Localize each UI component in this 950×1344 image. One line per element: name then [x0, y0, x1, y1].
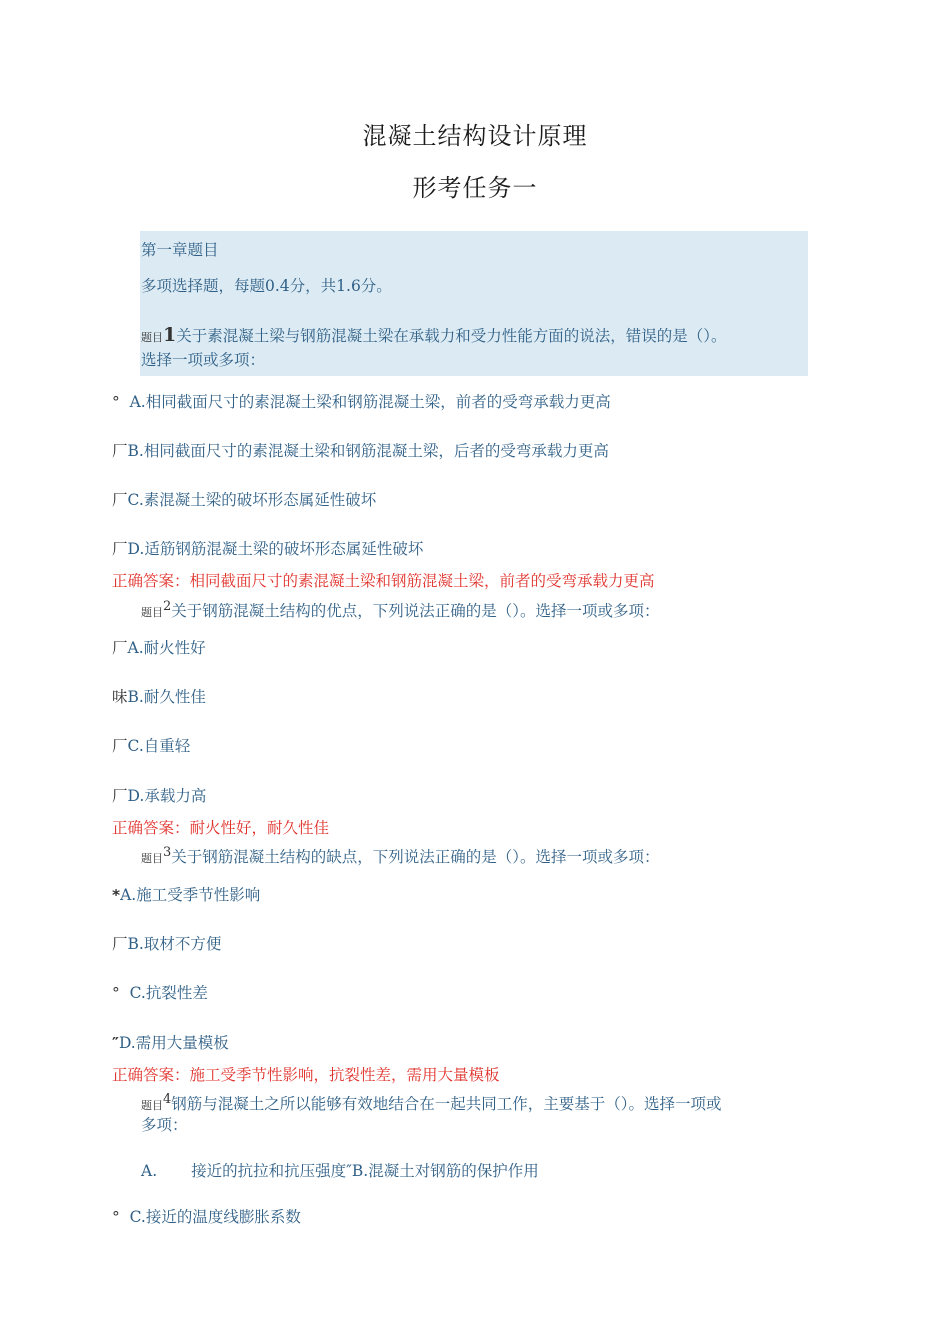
option-text: B.取材不方便: [127, 935, 222, 953]
question-1-header: [141, 324, 727, 349]
option-marker: 厂: [112, 639, 128, 657]
q3-option-c[interactable]: [112, 982, 208, 1004]
q2-option-d[interactable]: [112, 785, 206, 807]
option-text: C.抗裂性差: [129, 984, 208, 1002]
option-text: B.相同截面尺寸的素混凝土梁和钢筋混凝土梁，后者的受弯承载力更高: [127, 442, 609, 460]
q1-option-c[interactable]: [112, 489, 376, 511]
option-marker: 厂: [112, 935, 128, 953]
q3-option-d[interactable]: [112, 1032, 229, 1054]
question-number: 1: [163, 324, 177, 346]
option-text: B.耐久性佳: [127, 688, 206, 706]
option-text: A.施工受季节性影响: [120, 886, 261, 904]
question-tag: 题目: [141, 606, 163, 620]
q2-option-a[interactable]: [112, 637, 206, 659]
option-text: D.承载力高: [127, 787, 207, 805]
option-text: A.相同截面尺寸的素混凝土梁和钢筋混凝土梁，前者的受弯承载力更高: [129, 393, 611, 411]
question-tag: 题目: [141, 852, 163, 866]
q1-option-d[interactable]: [112, 538, 423, 560]
question-stem: 关于钢筋混凝土结构的优点，下列说法正确的是（）。选择一项或多项：: [171, 602, 660, 621]
option-text: 接近的抗拉和抗压强度″B.混凝土对钢筋的保护作用: [191, 1162, 539, 1180]
question-tag: 题目: [141, 1099, 163, 1113]
q4-option-c[interactable]: [112, 1206, 301, 1228]
document-subtitle: 形考任务一: [412, 174, 538, 202]
q1-correct-answer: 正确答案：相同截面尺寸的素混凝土梁和钢筋混凝土梁，前者的受弯承载力更高: [112, 572, 655, 590]
option-text: A.耐火性好: [127, 639, 206, 657]
q2-option-b[interactable]: [112, 686, 206, 708]
question-stem: 钢筋与混凝土之所以能够有效地结合在一起共同工作，主要基于（）。选择一项或: [171, 1095, 722, 1114]
question-number: 3: [163, 845, 172, 860]
option-marker: ″: [112, 1034, 119, 1052]
question-number: 2: [163, 599, 172, 614]
option-text: D.适筋钢筋混凝土梁的破坏形态属延性破坏: [127, 540, 424, 558]
q3-correct-answer: 正确答案：施工受季节性影响，抗裂性差，需用大量模板: [112, 1066, 500, 1084]
option-text: C.自重轻: [127, 737, 191, 755]
chapter-instruction: 多项选择题，每题0.4分，共1.6分。: [141, 277, 392, 295]
question-number: 4: [163, 1092, 172, 1107]
option-text: C.素混凝土梁的破坏形态属延性破坏: [127, 491, 377, 509]
option-marker: 味: [112, 688, 128, 706]
question-4-header: [141, 1089, 722, 1117]
q2-correct-answer: 正确答案：耐火性好，耐久性佳: [112, 819, 330, 837]
question-stem: 关于素混凝土梁与钢筋混凝土梁在承载力和受力性能方面的说法，错误的是（）。: [176, 327, 727, 345]
option-marker: °: [112, 1208, 120, 1226]
chapter-heading: 第一章题目: [141, 241, 219, 259]
question-1-stem-cont: 选择一项或多项：: [141, 351, 266, 369]
option-marker: *: [112, 886, 121, 904]
document-title: 混凝土结构设计原理: [362, 122, 588, 150]
q3-option-b[interactable]: [112, 933, 221, 955]
option-marker: 厂: [112, 442, 128, 460]
question-3-header: [141, 842, 660, 870]
q1-option-a[interactable]: [112, 391, 611, 413]
option-marker: 厂: [112, 491, 128, 509]
q4-option-a[interactable]: [141, 1160, 539, 1182]
option-marker: 厂: [112, 540, 128, 558]
option-marker: 厂: [112, 737, 128, 755]
q1-option-b[interactable]: [112, 440, 609, 462]
q3-option-a[interactable]: [112, 884, 260, 906]
question-stem: 关于钢筋混凝土结构的缺点，下列说法正确的是（）。选择一项或多项：: [171, 848, 660, 867]
option-text: A.: [141, 1162, 158, 1180]
option-marker: °: [112, 984, 120, 1002]
option-marker: °: [112, 393, 120, 411]
question-4-stem-cont: 多项：: [141, 1116, 188, 1134]
option-text: D.需用大量模板: [118, 1034, 229, 1052]
option-marker: 厂: [112, 787, 128, 805]
option-text: C.接近的温度线膨胀系数: [129, 1208, 301, 1226]
question-tag: 题目: [141, 331, 163, 344]
q2-option-c[interactable]: [112, 735, 190, 757]
question-2-header: [141, 596, 660, 624]
